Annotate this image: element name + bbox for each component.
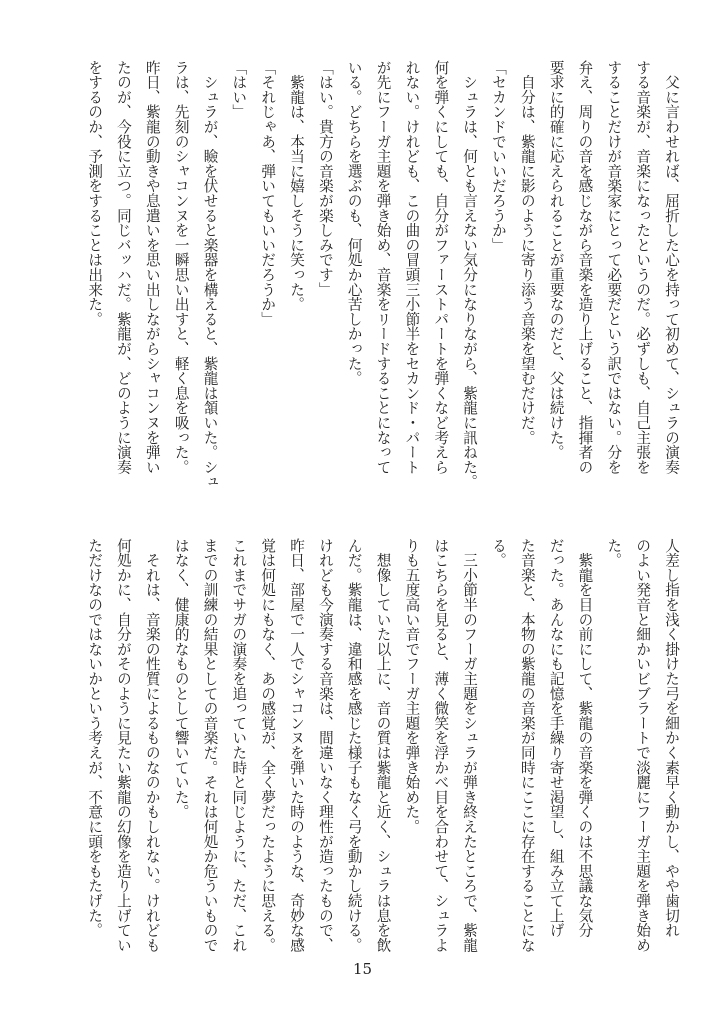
text-column: 昨日、部屋で一人でシャコンヌを弾いた時のような、奇妙な感 [288,538,306,953]
text-block-bottom [79,538,685,968]
text-column: る。 [489,538,507,568]
text-column: 何処かに、自分がそのように見たい紫龍の幻像を造り上げてい [114,538,132,953]
text-column: 弁え、周りの音を感じながら音楽を造り上げること、指揮者の [576,60,594,475]
text-column: 昨日、紫龍の動きや息遣いを思い出しながらシャコンヌを弾い [143,60,161,475]
text-column: りも五度高い音でフーガ主題を弾き始めた。 [403,538,421,834]
text-column: 「はい。貴方の音楽が楽しみです」 [316,60,334,297]
text-column: けれども今演奏する音楽は、間違いなく理性が造ったもので、 [316,538,334,953]
text-column: 三小節半のフーガ主題をシュラが弾き終えたところで、紫龍 [461,538,479,953]
text-column: することだけが音楽家にとって必要だという訳ではない。分を [605,60,623,475]
text-column: ただけなのではないかという考えが、不意に頭をもたげた。 [86,538,104,938]
text-column: する音楽が、音楽になったというのだ。必ずしも、自己主張を [634,60,652,475]
text-column: いる。どちらを選ぶのも、何処か心苦しかった。 [345,60,363,386]
text-column: たのが、今役に立つ。同じバッハだ。紫龍が、どのように演奏 [114,60,132,475]
text-column: た音楽と、本物の紫龍の音楽が同時にここに存在することにな [518,538,536,953]
text-column: はこちらを見ると、薄く微笑を浮かべ目を合わせて、シュラよ [432,538,450,953]
text-column: 何を弾くにしても、自分がファーストパートを弾くなど考えら [432,60,450,475]
text-column: 「はい」 [230,60,248,120]
text-column: はなく、健康的なものとして響いていた。 [172,538,190,820]
text-column: 自分は、紫龍に影のように寄り添う音楽を望むだけだ。 [518,60,536,445]
text-column: までの訓練の結果としての音楽だ。それは何処か危ういもので [201,538,219,953]
text-column: 紫龍は、本当に嬉しそうに笑った。 [288,60,306,312]
text-column: シュラは、何とも言えない気分になりながら、紫龍に訊ねた。 [461,60,479,490]
text-column: 紫龍を目の前にして、紫龍の音楽を弾くのは不思議な気分 [576,538,594,938]
text-column: これまでサガの演奏を追っていた時と同じように、ただ、これ [230,538,248,953]
text-column: た。 [605,538,623,568]
text-column: 人差し指を浅く掛けた弓を細かく素早く動かし、やや歯切れ [663,538,680,938]
text-block-top [79,60,685,490]
text-column: ラは、先刻のシャコンヌを一瞬思い出すと、軽く息を吸った。 [172,60,190,475]
text-column: 「それじゃあ、弾いてもいいだろうか」 [259,60,277,327]
text-column: だった。あんなにも記憶を手繰り寄せ渇望し、組み立て上げ [547,538,565,938]
text-column: 要求に的確に応えられることが重要なのだと、父は続けた。 [547,60,565,460]
text-column: んだ。紫龍は、違和感を感じた様子もなく弓を動かし続ける。 [345,538,363,953]
text-column: 覚は何処にもなく、あの感覚が、全く夢だったように思える。 [259,538,277,953]
text-column: 父に言わせれば、屈折した心を持って初めて、シュラの演奏 [663,60,680,475]
text-column: れない。けれども、この曲の冒頭三小節半をセカンド・パート [403,60,421,475]
page-number: 15 [352,960,373,978]
text-column: が先にフーガ主題を弾き始め、音楽をリードすることになって [374,60,392,475]
text-column: 「セカンドでいいだろうか」 [489,60,507,253]
text-column: をするのか、予測をすることは出来た。 [86,60,104,327]
text-column: それは、音楽の性質によるものなのかもしれない。けれども [143,538,161,953]
text-column: 想像していた以上に、音の質は紫龍と近く、シュラは息を飲 [374,538,392,953]
text-column: シュラが、瞼を伏せると楽器を構えると、紫龍は頷いた。シュ [201,60,219,490]
text-column: のよい発音と細かいビブラートで淡麗にフーガ主題を弾き始め [634,538,652,953]
